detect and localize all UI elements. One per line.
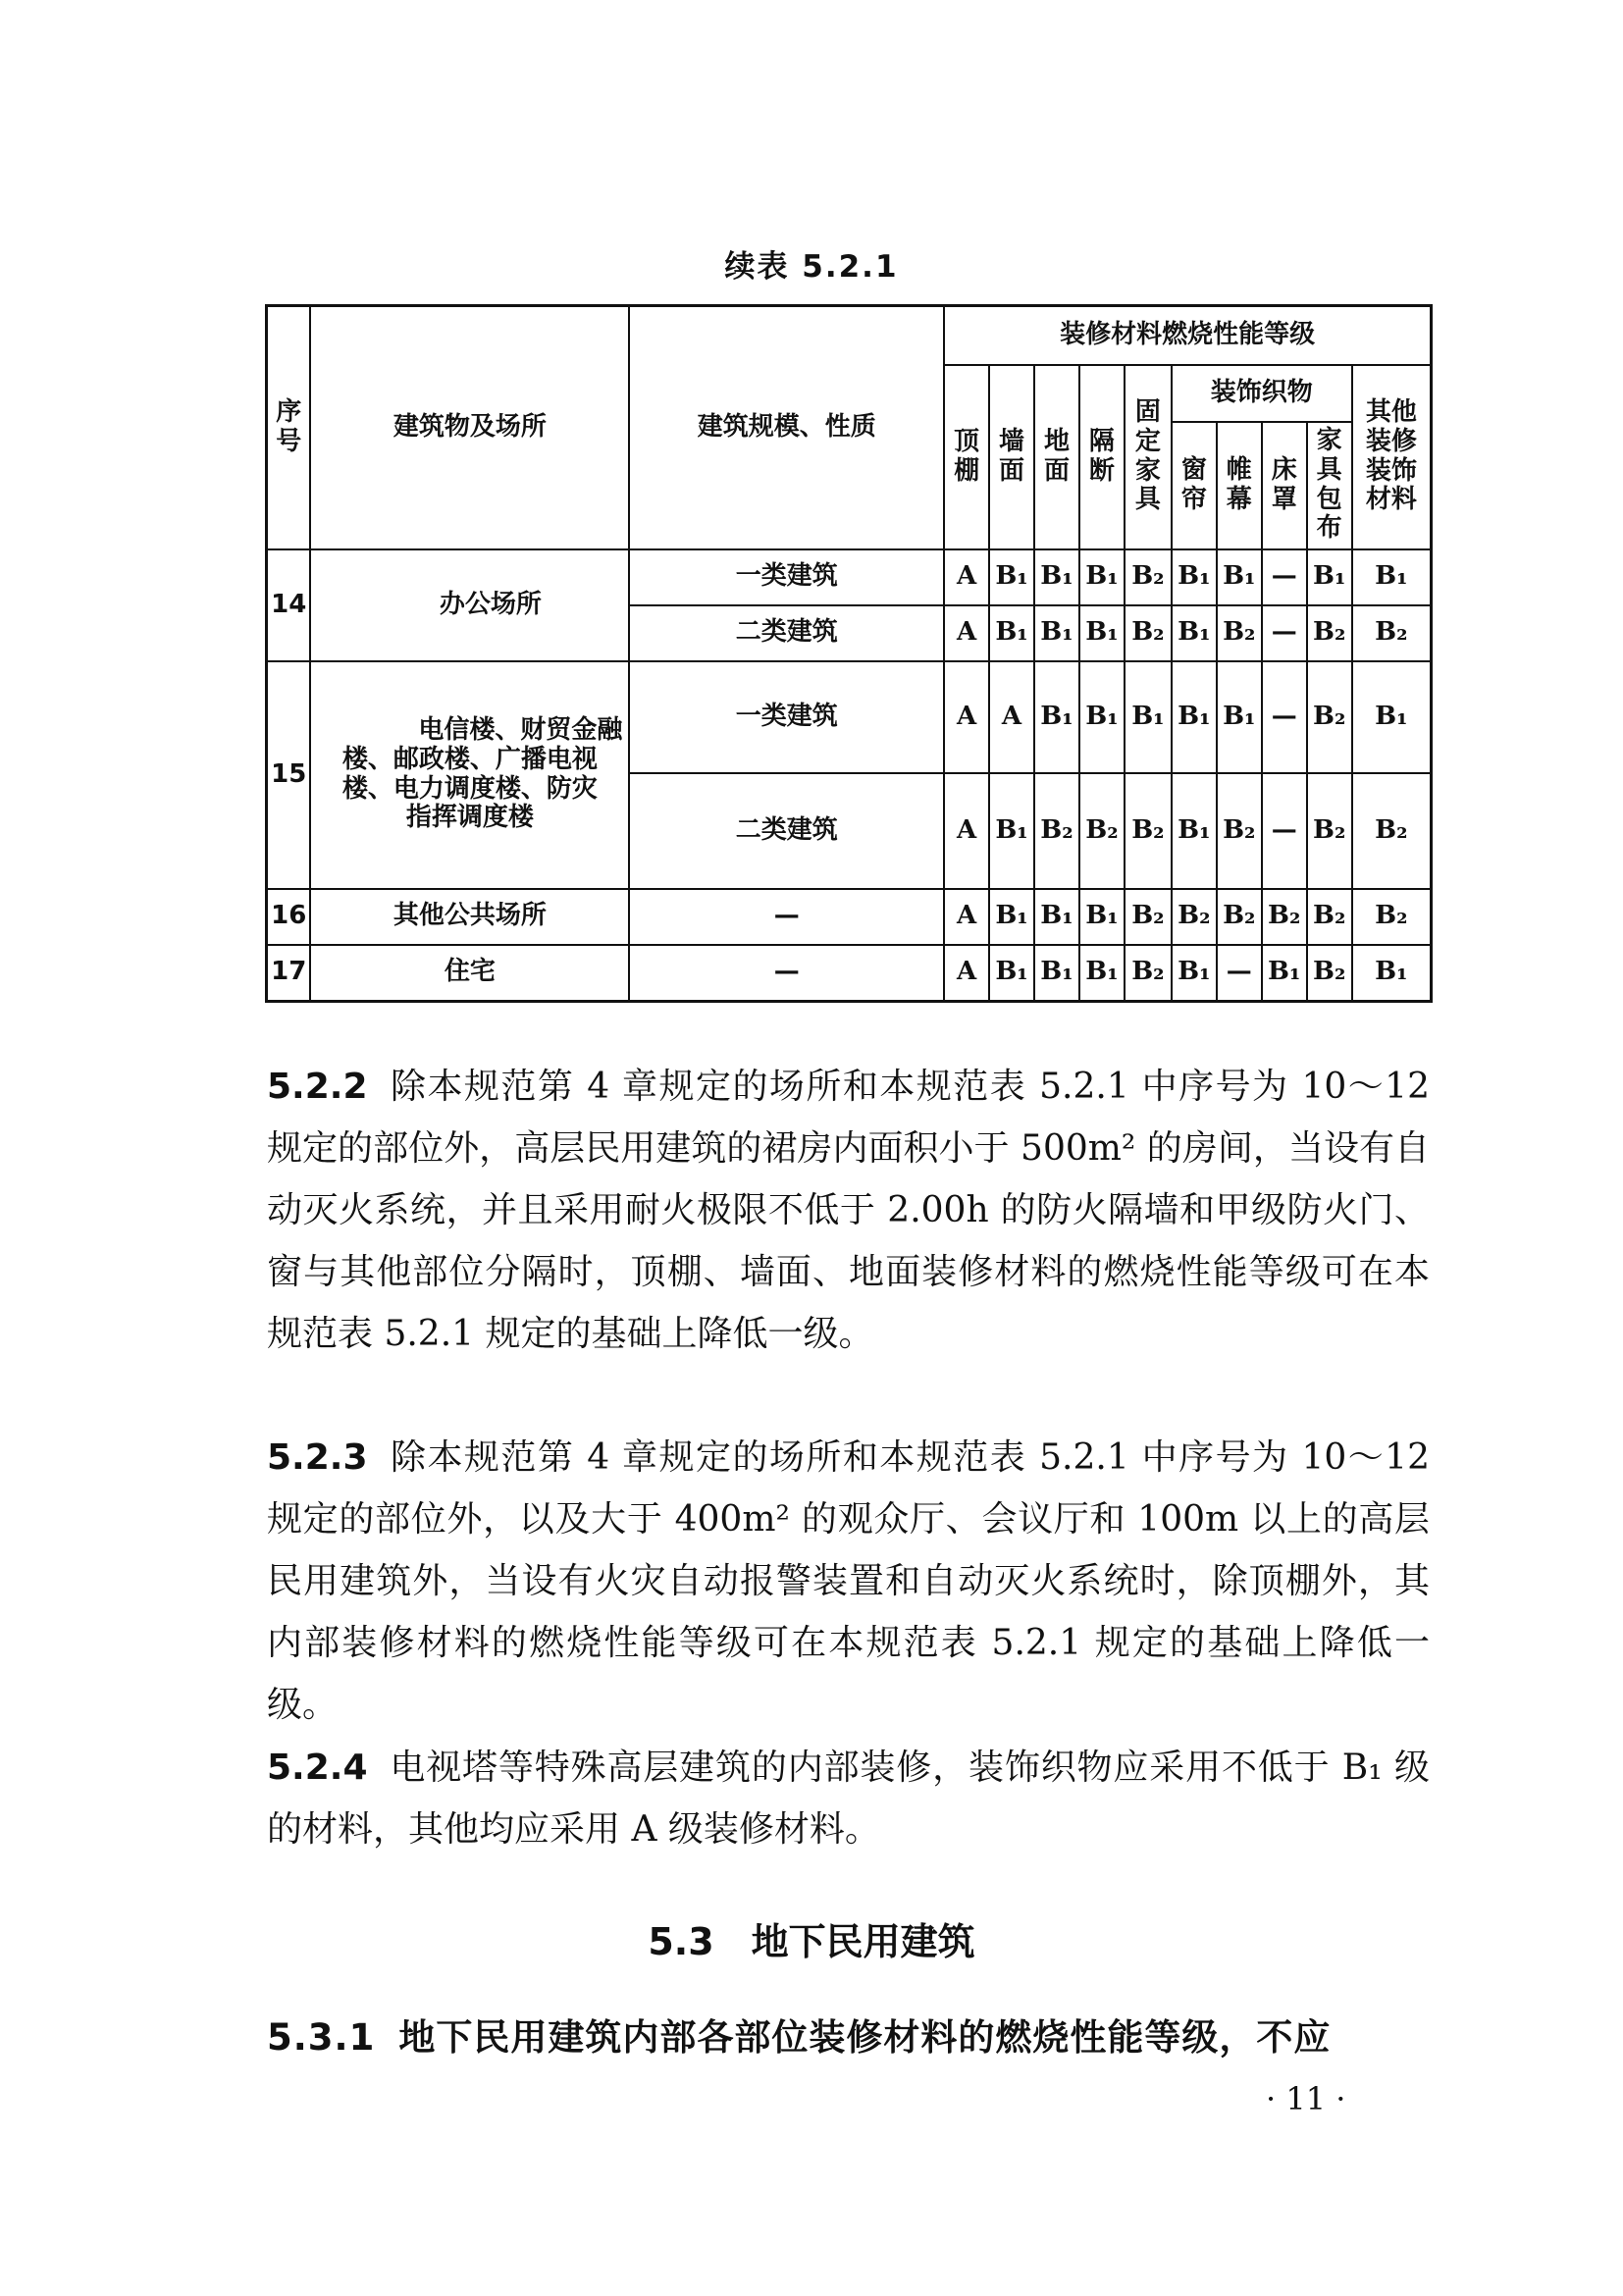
grade-cell: B₂ <box>1034 773 1079 889</box>
header-upholstery: 家 具 包 布 <box>1307 422 1352 549</box>
grade-cell: B₂ <box>1307 945 1352 1002</box>
grade-cell: B₂ <box>1217 889 1262 945</box>
row-scale: 二类建筑 <box>629 605 944 661</box>
header-textile-group: 装饰织物 <box>1172 365 1352 422</box>
grade-cell: B₁ <box>1307 549 1352 605</box>
grade-cell: A <box>989 661 1034 773</box>
row-no: 15 <box>267 661 311 889</box>
clause-number: 5.2.3 <box>267 1437 368 1478</box>
grade-cell: B₁ <box>1079 889 1125 945</box>
grade-cell: B₂ <box>1217 773 1262 889</box>
grade-cell: B₁ <box>1172 549 1217 605</box>
clause-number: 5.2.4 <box>267 1748 368 1788</box>
row-place: 办公场所 <box>310 549 629 661</box>
header-partition: 隔 断 <box>1079 365 1125 549</box>
clause-number: 5.2.2 <box>267 1067 368 1107</box>
row-scale: — <box>629 945 944 1002</box>
grade-cell: — <box>1217 945 1262 1002</box>
grade-cell: B₁ <box>1352 661 1432 773</box>
header-no: 序 号 <box>267 306 311 549</box>
grade-cell: B₂ <box>1352 605 1432 661</box>
grade-cell: B₁ <box>1172 945 1217 1002</box>
grade-cell: A <box>944 605 989 661</box>
grade-cell: A <box>944 889 989 945</box>
header-rating-group: 装修材料燃烧性能等级 <box>944 306 1431 365</box>
grade-cell: B₁ <box>1262 945 1307 1002</box>
header-bedcover: 床 罩 <box>1262 422 1307 549</box>
grade-cell: B₁ <box>1352 945 1432 1002</box>
section-heading: 5.3 地下民用建筑 <box>648 1920 975 1963</box>
grade-cell: B₁ <box>1034 661 1079 773</box>
row-place: 住宅 <box>310 945 629 1002</box>
grade-cell: B₁ <box>1352 549 1432 605</box>
grade-cell: B₁ <box>1172 773 1217 889</box>
row-scale: 一类建筑 <box>629 661 944 773</box>
grade-cell: B₁ <box>1125 661 1172 773</box>
grade-cell: B₂ <box>1125 549 1172 605</box>
grade-cell: B₂ <box>1352 773 1432 889</box>
grade-cell: B₂ <box>1307 773 1352 889</box>
clause-text: 除本规范第 4 章规定的场所和本规范表 5.2.1 中序号为 10～12 规定的部位外，高层民用建筑的裙房内面积小于 500m² 的房间，当设有自动灭火系统，并且采用耐火极限不低于 2.00h 的防火隔墙和甲级防火门、窗与其他部位分隔时，顶棚、墙面、地面装修材料的燃烧性能等级可在本规范表 5.2.1 规定的基础上降低一级。 <box>267 1067 1430 1354</box>
header-scale: 建筑规模、性质 <box>629 306 944 549</box>
grade-cell: — <box>1262 773 1307 889</box>
grade-cell: B₁ <box>1217 549 1262 605</box>
clause-5-2-2 <box>267 1056 1430 1365</box>
clause-text: 除本规范第 4 章规定的场所和本规范表 5.2.1 中序号为 10～12 规定的部位外，以及大于 400m² 的观众厅、会议厅和 100m 以上的高层民用建筑外，当设有火灾自动报警装置和自动灭火系统时，除顶棚外，其内部装修材料的燃烧性能等级可在本规范表 5.2.1 规定的基础上降低一级。 <box>267 1437 1430 1725</box>
table-caption: 续表 5.2.1 <box>724 249 899 285</box>
grade-cell: B₂ <box>1125 945 1172 1002</box>
grade-cell: — <box>1262 661 1307 773</box>
grade-cell: B₂ <box>1125 889 1172 945</box>
grade-cell: B₁ <box>1172 605 1217 661</box>
header-floor: 地 面 <box>1034 365 1079 549</box>
clause-text: 电视塔等特殊高层建筑的内部装修，装饰织物应采用不低于 B₁ 级的材料，其他均应采用 A 级装修材料。 <box>267 1748 1430 1850</box>
row-place: 电信楼、财贸金融 楼、邮政楼、广播电视 楼、电力调度楼、防灾 指挥调度楼 <box>310 661 629 889</box>
grade-cell: B₁ <box>1079 945 1125 1002</box>
header-other: 其他 装修 装饰 材料 <box>1352 365 1432 549</box>
clause-5-2-4 <box>267 1737 1430 1860</box>
grade-cell: B₁ <box>1034 605 1079 661</box>
clause-5-2-3 <box>267 1427 1430 1736</box>
header-ceiling: 顶 棚 <box>944 365 989 549</box>
grade-cell: B₂ <box>1217 605 1262 661</box>
clause-text: 地下民用建筑内部各部位装修材料的燃烧性能等级，不应 <box>398 2016 1332 2059</box>
header-drape: 帷 幕 <box>1217 422 1262 549</box>
grade-cell: B₁ <box>1079 549 1125 605</box>
grade-cell: — <box>1262 549 1307 605</box>
grade-cell: B₁ <box>1079 661 1125 773</box>
row-no: 14 <box>267 549 311 661</box>
grade-cell: B₂ <box>1079 773 1125 889</box>
grade-cell: A <box>944 945 989 1002</box>
row-scale: 一类建筑 <box>629 549 944 605</box>
grade-cell: B₁ <box>1079 605 1125 661</box>
page-number: · 11 · <box>1266 2080 1346 2117</box>
grade-cell: B₂ <box>1307 889 1352 945</box>
grade-cell: B₁ <box>1217 661 1262 773</box>
grade-cell: B₁ <box>989 945 1034 1002</box>
row-no: 16 <box>267 889 311 945</box>
grade-cell: B₁ <box>989 549 1034 605</box>
header-fixed-furniture: 固 定 家 具 <box>1125 365 1172 549</box>
grade-cell: B₁ <box>1034 549 1079 605</box>
grade-cell: A <box>944 549 989 605</box>
clause-number: 5.3.1 <box>267 2016 376 2059</box>
grade-cell: B₁ <box>989 889 1034 945</box>
grade-cell: B₂ <box>1352 889 1432 945</box>
grade-cell: B₁ <box>989 605 1034 661</box>
grade-cell: A <box>944 773 989 889</box>
grade-cell: — <box>1262 605 1307 661</box>
grade-cell: B₁ <box>1034 889 1079 945</box>
grade-cell: B₂ <box>1172 889 1217 945</box>
row-scale: 二类建筑 <box>629 773 944 889</box>
grade-cell: B₂ <box>1262 889 1307 945</box>
grade-cell: B₂ <box>1125 773 1172 889</box>
grade-cell: B₁ <box>989 773 1034 889</box>
grade-cell: B₁ <box>1034 945 1079 1002</box>
header-wall: 墙 面 <box>989 365 1034 549</box>
row-no: 17 <box>267 945 311 1002</box>
header-curtain: 窗 帘 <box>1172 422 1217 549</box>
fire-rating-table <box>265 304 1433 1003</box>
row-scale: — <box>629 889 944 945</box>
clause-5-3-1 <box>267 2008 1430 2061</box>
grade-cell: B₂ <box>1125 605 1172 661</box>
row-place: 其他公共场所 <box>310 889 629 945</box>
grade-cell: B₁ <box>1172 661 1217 773</box>
grade-cell: B₂ <box>1307 605 1352 661</box>
grade-cell: B₂ <box>1307 661 1352 773</box>
grade-cell: A <box>944 661 989 773</box>
header-place: 建筑物及场所 <box>310 306 629 549</box>
